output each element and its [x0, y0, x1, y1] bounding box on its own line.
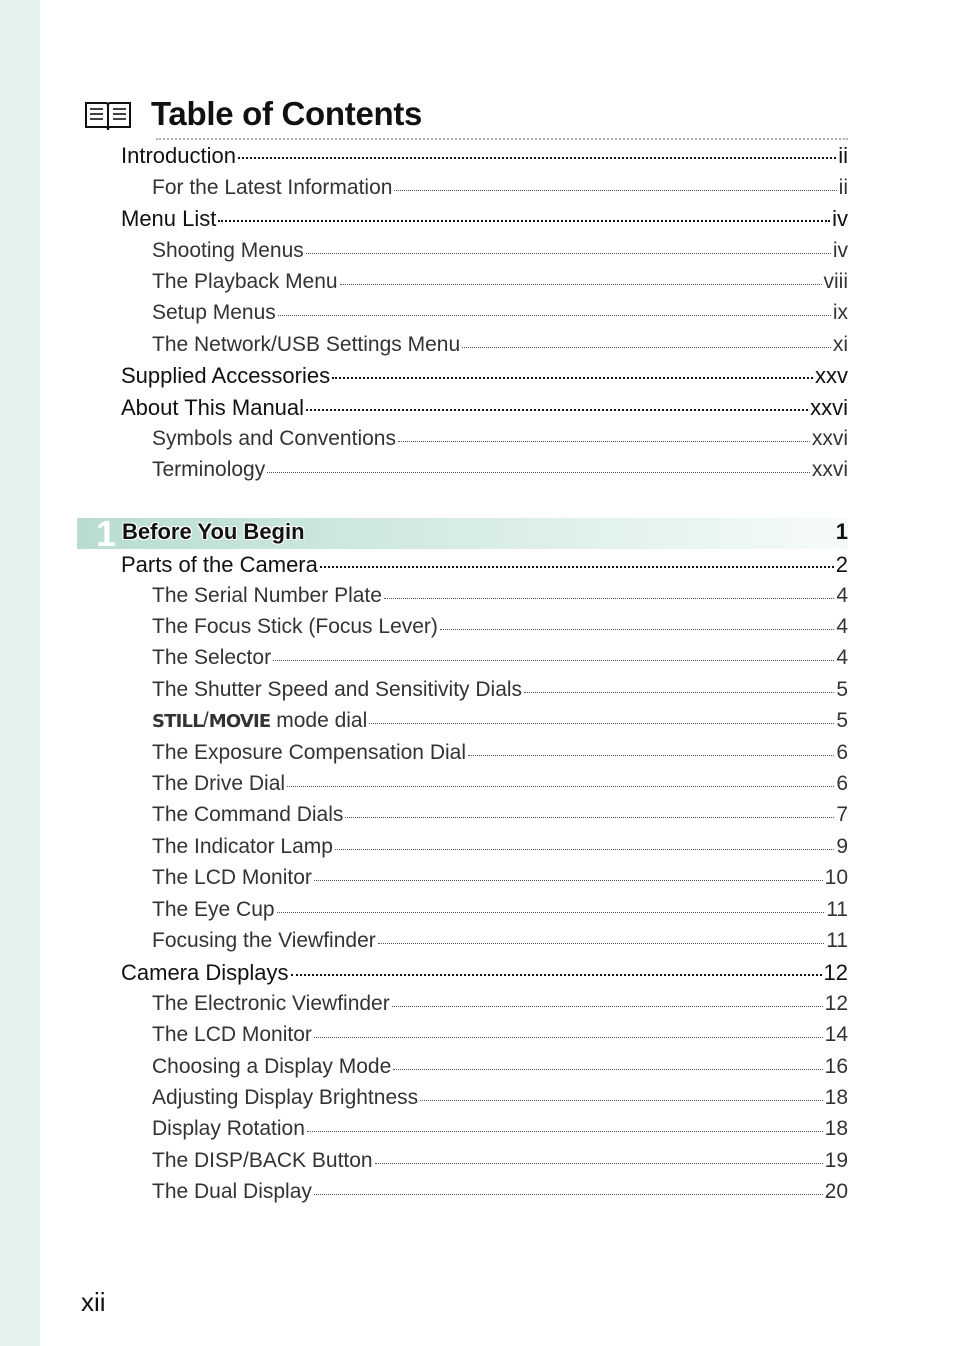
toc-label: Supplied Accessories [121, 363, 331, 388]
toc-entry-terminology[interactable] [0, 458, 848, 488]
toc-entry-display-brightness[interactable] [0, 1086, 848, 1116]
dot-leader [394, 190, 836, 191]
dot-leader [314, 1037, 823, 1038]
toc-label: Menu List [121, 206, 217, 231]
toc-label: The Dual Display [152, 1180, 312, 1203]
toc-entry-shooting-menus[interactable] [0, 239, 848, 269]
dot-leader [273, 660, 834, 661]
toc-page: 6 [836, 772, 848, 795]
dot-leader [267, 472, 810, 473]
toc-page: xxvi [811, 458, 848, 481]
toc-label: For the Latest Information [152, 176, 393, 199]
toc-entry-command-dials[interactable] [0, 803, 848, 833]
dot-leader [468, 755, 834, 756]
dot-leader [524, 692, 834, 693]
toc-entry-indicator-lamp[interactable] [0, 835, 848, 865]
toc-page: 18 [824, 1117, 848, 1140]
toc-label: Symbols and Conventions [152, 427, 396, 450]
dot-leader [306, 253, 831, 254]
toc-label: The Command Dials [152, 803, 344, 826]
toc-label: The Drive Dial [152, 772, 286, 795]
toc-entry-about-manual[interactable] [0, 395, 848, 425]
toc-page: xxv [815, 363, 848, 388]
toc-label: Adjusting Display Brightness [152, 1086, 419, 1109]
dot-leader [307, 1131, 823, 1132]
toc-entry-lcd-monitor[interactable] [0, 866, 848, 896]
toc-entry-introduction[interactable] [0, 143, 848, 173]
dot-leader [335, 849, 834, 850]
still-label: STILL [152, 711, 203, 732]
toc-page: 7 [836, 803, 848, 826]
toc-page: 5 [836, 709, 848, 732]
dot-leader [314, 1194, 823, 1195]
toc-entry-camera-displays[interactable] [0, 960, 848, 990]
chapter-page: 1 [835, 519, 848, 544]
toc-page: iv [832, 239, 848, 262]
chapter-title[interactable]: Before You Begin [122, 519, 305, 544]
toc-entry-playback-menu[interactable] [0, 270, 848, 300]
toc-page: xxvi [811, 427, 848, 450]
toc-page: 4 [836, 646, 848, 669]
title-row [84, 92, 848, 140]
toc-page: xi [832, 333, 848, 356]
dot-leader [291, 974, 822, 976]
dot-leader [278, 315, 831, 316]
dot-leader [393, 1069, 822, 1070]
dot-leader [398, 441, 810, 442]
toc-entry-drive-dial[interactable] [0, 772, 848, 802]
toc-entry-focusing-viewfinder[interactable] [0, 929, 848, 959]
toc-label: Terminology [152, 458, 266, 481]
dot-leader [287, 786, 834, 787]
movie-label: MOVIE [208, 711, 271, 732]
dot-leader [340, 284, 822, 285]
toc-entry-electronic-viewfinder[interactable] [0, 992, 848, 1022]
toc-page: iv [832, 206, 848, 231]
toc-label: The LCD Monitor [152, 1023, 312, 1046]
toc-entry-setup-menus[interactable] [0, 301, 848, 331]
toc-entry-latest-information[interactable] [0, 176, 848, 206]
toc-page: 2 [835, 552, 848, 577]
toc-page: 11 [826, 898, 848, 921]
toc-entry-menu-list[interactable] [0, 206, 848, 236]
toc-entry-selector[interactable] [0, 646, 848, 676]
dot-leader [392, 1006, 823, 1007]
dot-leader [378, 943, 824, 944]
toc-entry-exposure-comp-dial[interactable] [0, 741, 848, 771]
toc-entry-serial-number-plate[interactable] [0, 584, 848, 614]
toc-entry-eye-cup[interactable] [0, 898, 848, 928]
dot-leader [306, 409, 808, 411]
toc-entry-network-usb-menu[interactable] [0, 333, 848, 363]
toc-page: 12 [824, 992, 848, 1015]
toc-label: The Focus Stick (Focus Lever) [152, 615, 438, 638]
toc-entry-lcd-monitor-display[interactable] [0, 1023, 848, 1053]
dot-leader [277, 912, 825, 913]
toc-label: The Exposure Compensation Dial [152, 741, 466, 764]
toc-entry-still-movie-dial[interactable] [0, 709, 848, 739]
toc-page: 4 [836, 584, 848, 607]
book-icon [84, 100, 132, 137]
toc-page: 5 [836, 678, 848, 701]
toc-entry-shutter-sensitivity-dials[interactable] [0, 678, 848, 708]
dot-leader [218, 220, 830, 222]
toc-page: 9 [836, 835, 848, 858]
toc-label: The Eye Cup [152, 898, 275, 921]
dot-leader [462, 347, 831, 348]
toc-label: Display Rotation [152, 1117, 305, 1140]
toc-label: Camera Displays [121, 960, 289, 985]
toc-label: The Indicator Lamp [152, 835, 333, 858]
toc-page: 14 [824, 1023, 848, 1046]
toc-label: Choosing a Display Mode [152, 1055, 392, 1078]
toc-page: 19 [824, 1149, 848, 1172]
title-rule [156, 138, 848, 140]
toc-page: viii [823, 270, 848, 293]
dot-leader [375, 1163, 823, 1164]
toc-label: The Electronic Viewfinder [152, 992, 390, 1015]
dot-leader [345, 817, 834, 818]
toc-page: 20 [824, 1180, 848, 1203]
toc-label [152, 709, 367, 733]
toc-label: The Serial Number Plate [152, 584, 382, 607]
toc-page: ii [838, 143, 848, 168]
dot-leader [320, 566, 834, 568]
toc-page: 12 [823, 960, 848, 985]
toc-page: 16 [824, 1055, 848, 1078]
toc-label: The DISP/BACK Button [152, 1149, 373, 1172]
toc-entry-focus-stick[interactable] [0, 615, 848, 645]
toc-page: 4 [836, 615, 848, 638]
dot-leader [384, 598, 834, 599]
dot-leader [420, 1100, 823, 1101]
toc-page: 11 [826, 929, 848, 952]
toc-entry-dual-display[interactable] [0, 1180, 848, 1210]
dot-leader [332, 377, 813, 379]
toc-page: 18 [824, 1086, 848, 1109]
toc-entry-disp-back-button[interactable] [0, 1149, 848, 1179]
dot-leader [440, 629, 834, 630]
label-separator: / [202, 709, 209, 732]
toc-label: Introduction [121, 143, 236, 168]
toc-entry-display-mode[interactable] [0, 1055, 848, 1085]
toc-label: Setup Menus [152, 301, 276, 324]
toc-label: The Shutter Speed and Sensitivity Dials [152, 678, 523, 701]
toc-label: Shooting Menus [152, 239, 304, 262]
toc-label: The Network/USB Settings Menu [152, 333, 461, 356]
toc-label: Focusing the Viewfinder [152, 929, 376, 952]
toc-label: Parts of the Camera [121, 552, 318, 577]
page-folio: xii [81, 1287, 106, 1317]
toc-page: ix [832, 301, 848, 324]
dot-leader [314, 880, 823, 881]
toc-page: ii [838, 176, 848, 199]
toc-entry-parts-of-camera[interactable] [0, 552, 848, 582]
toc-label: About This Manual [121, 395, 305, 420]
dot-leader [369, 723, 834, 724]
toc-label: The Selector [152, 646, 272, 669]
toc-page: 6 [836, 741, 848, 764]
toc-page: 10 [824, 866, 848, 889]
dot-leader [238, 157, 836, 159]
toc-label: The LCD Monitor [152, 866, 312, 889]
page-title: Table of Contents [151, 95, 423, 132]
toc-label: The Playback Menu [152, 270, 338, 293]
toc-entry-symbols-conventions[interactable] [0, 427, 848, 457]
toc-page: xxvi [810, 395, 848, 420]
chapter-number: 1 [96, 513, 117, 554]
mode-dial-label: mode dial [270, 709, 368, 732]
toc-entry-supplied-accessories[interactable] [0, 363, 848, 393]
toc-entry-display-rotation[interactable] [0, 1117, 848, 1147]
